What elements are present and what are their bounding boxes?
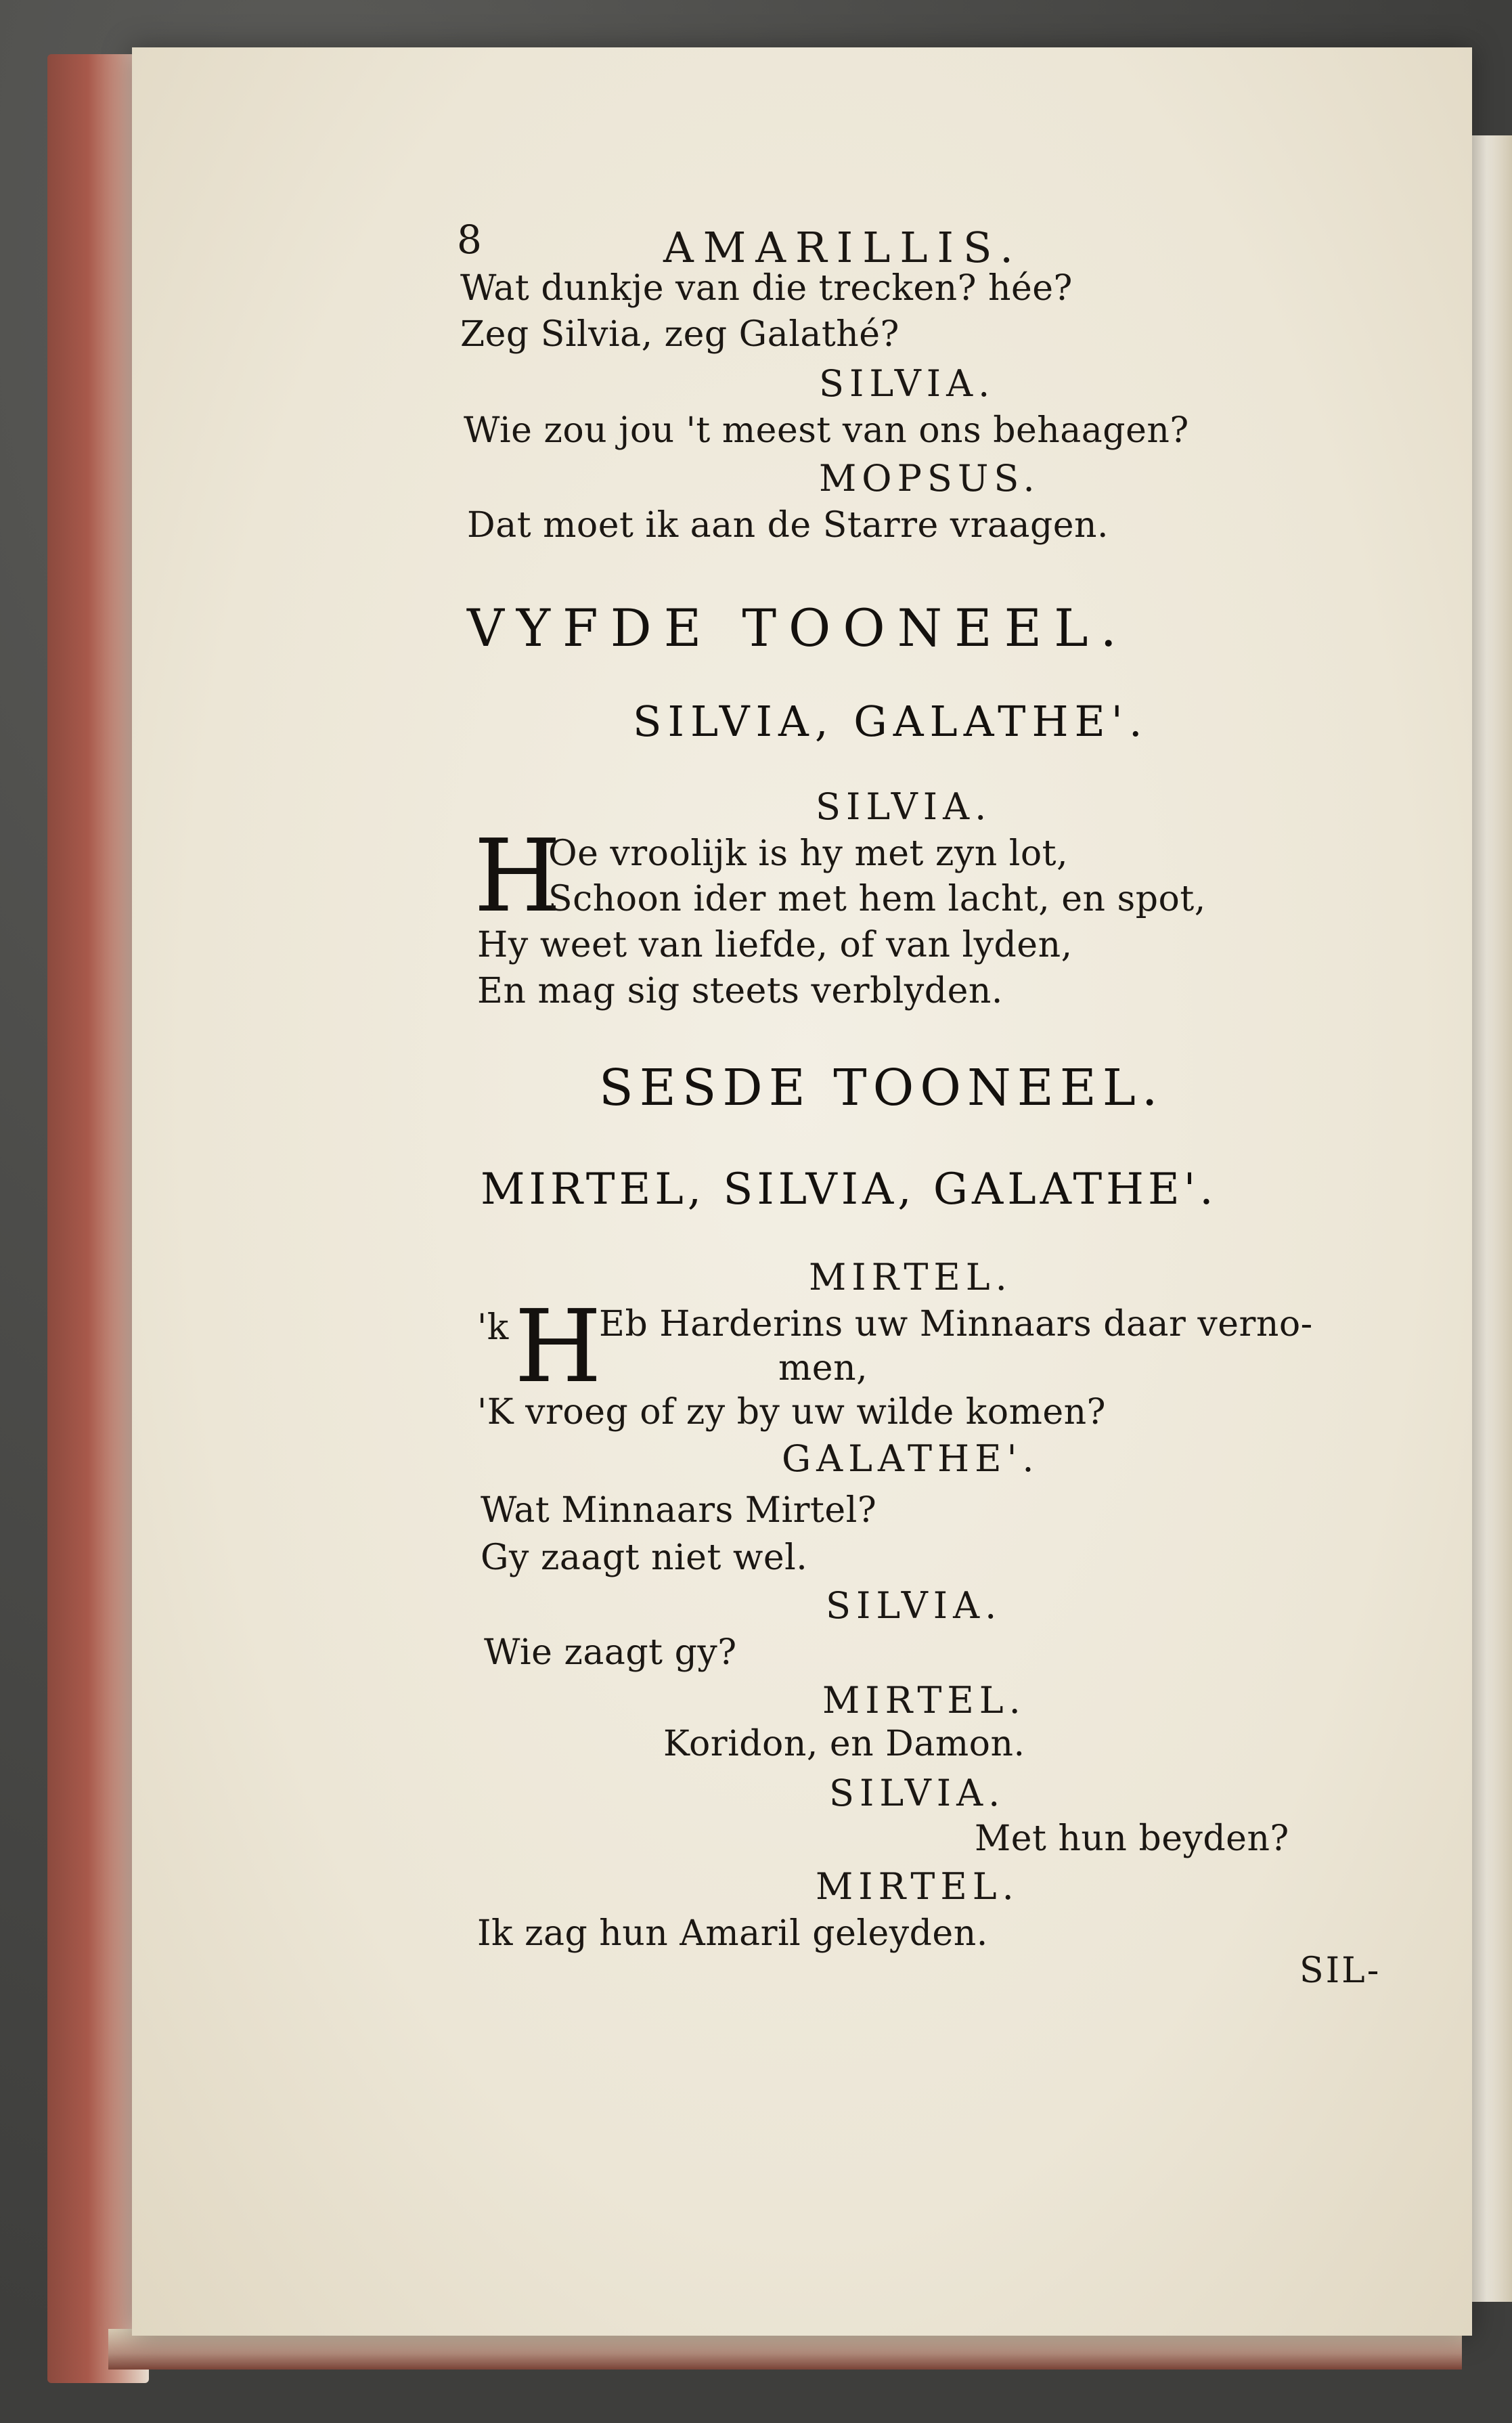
book-page [132,47,1472,2336]
speaker-name: SILVIA. [826,1584,1002,1627]
verse-line: Wat Minnaars Mirtel? [481,1490,877,1531]
verse-line: En mag sig steets verblyden. [477,971,1003,1011]
verse-line: Dat moet ik aan de Starre vraagen. [467,505,1109,546]
catchword: SIL- [1299,1950,1381,1991]
speaker-name: MIRTEL. [816,1865,1019,1908]
verse-line: Koridon, en Damon. [663,1724,1025,1764]
verse-prefix: 'k [477,1307,509,1348]
scene-cast: SILVIA, GALATHE'. [633,697,1149,746]
page-number: 8 [457,217,483,263]
speaker-name: MIRTEL. [809,1256,1013,1298]
scene-heading: SESDE TOONEEL. [599,1059,1164,1117]
verse-line: Gy zaagt niet wel. [481,1537,808,1578]
verse-line: Ik zag hun Amaril geleyden. [477,1913,988,1954]
speaker-name: SILVIA. [816,785,992,828]
verse-line: Schoon ider met hem lacht, en spot, [548,879,1206,919]
verse-line: Wie zou jou 't meest van ons behaagen? [464,410,1189,451]
verse-line: Zeg Silvia, zeg Galathé? [460,314,899,355]
verse-line: Met hun beyden? [975,1818,1289,1859]
speaker-name: GALATHE'. [782,1437,1040,1480]
speaker-name: SILVIA. [819,362,996,405]
verse-line: Wat dunkje van die trecken? hée? [460,268,1073,309]
scene-cast: MIRTEL, SILVIA, GALATHE'. [481,1164,1218,1215]
speaker-name: MIRTEL. [822,1679,1026,1722]
verse-line: Hy weet van liefde, of van lyden, [477,925,1073,965]
drop-cap: H [514,1288,602,1405]
speaker-name: SILVIA. [829,1772,1006,1814]
verse-line: men, [778,1348,868,1389]
verse-line: Oe vroolijk is hy met zyn lot, [548,833,1069,874]
verse-line: 'K vroeg of zy by uw wilde komen? [477,1392,1107,1433]
scene-heading: VYFDE TOONEEL. [467,598,1129,658]
speaker-name: MOPSUS. [819,457,1040,500]
verse-line: Wie zaagt gy? [484,1632,737,1673]
drop-cap: H [474,818,562,934]
running-title: AMARILLIS. [663,223,1023,272]
verse-line: Eb Harderins uw Minnaars daar verno- [599,1304,1313,1345]
